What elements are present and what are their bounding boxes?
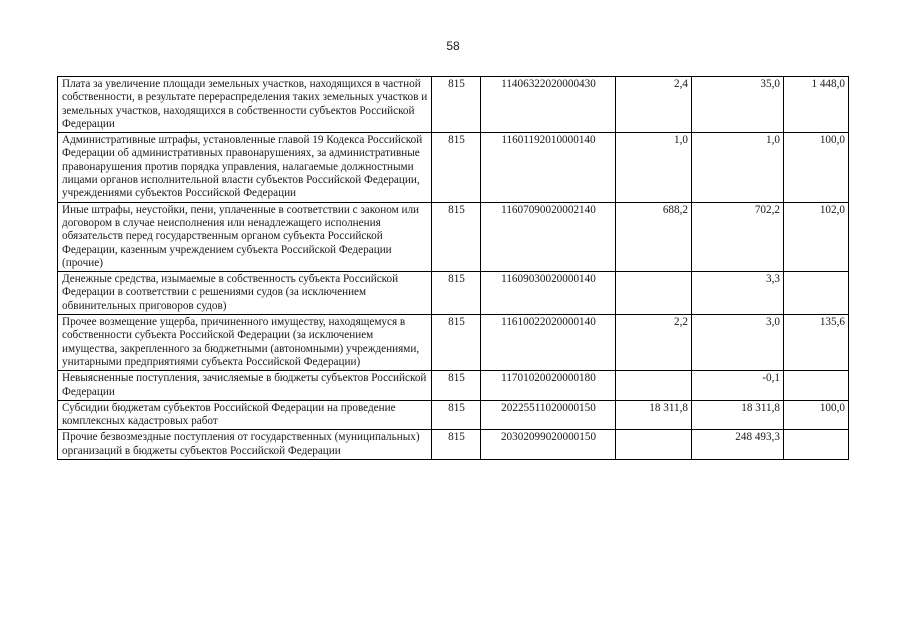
budget-code-cell: 20302099020000150 [481, 430, 616, 460]
admin-code-cell: 815 [432, 400, 481, 430]
table-row [58, 430, 849, 460]
value-1-cell: 688,2 [616, 202, 692, 271]
revenue-name-cell: Прочее возмещение ущерба, причиненного имуществу, находящемуся в собственности субъекта Российской Федерации (за исключением имущества, закрепленного за бюджетными (автономными) учреждениями, унитарными предприятиями субъекта Российской Федерации) [58, 315, 432, 371]
value-2-cell: 18 311,8 [692, 400, 784, 430]
percent-cell [784, 272, 849, 315]
page-number: 58 [446, 39, 460, 53]
percent-cell [784, 430, 849, 460]
table-row [58, 202, 849, 271]
budget-code-cell: 11406322020000430 [481, 77, 616, 133]
value-1-cell [616, 430, 692, 460]
budget-code-cell: 11607090020002140 [481, 202, 616, 271]
percent-cell: 100,0 [784, 400, 849, 430]
value-2-cell: 702,2 [692, 202, 784, 271]
percent-cell: 100,0 [784, 133, 849, 202]
budget-code-cell: 11701020020000180 [481, 371, 616, 401]
admin-code-cell: 815 [432, 133, 481, 202]
revenue-table [57, 76, 849, 460]
admin-code-cell: 815 [432, 430, 481, 460]
value-1-cell: 2,4 [616, 77, 692, 133]
revenue-name-cell: Плата за увеличение площади земельных участков, находящихся в частной собственности, в результате перераспределения таких земельных участков и земельных участков, находящихся в собственности субъектов Российской Федерации [58, 77, 432, 133]
revenue-name-cell: Иные штрафы, неустойки, пени, уплаченные в соответствии с законом или договором в случае неисполнения или ненадлежащего исполнения обязательств перед государственным органом субъекта Российской Федерации, казенным учреждением субъекта Российской Федерации (прочие) [58, 202, 432, 271]
budget-code-cell: 11601192010000140 [481, 133, 616, 202]
value-2-cell: 248 493,3 [692, 430, 784, 460]
value-2-cell: 35,0 [692, 77, 784, 133]
admin-code-cell: 815 [432, 315, 481, 371]
revenue-name-cell: Административные штрафы, установленные главой 19 Кодекса Российской Федерации об административных правонарушениях, за административные правонарушения против порядка управления, налагаемые должностными лицами органов исполнительной власти субъектов Российской Федерации, учреждениями субъектов Российской Федерации [58, 133, 432, 202]
admin-code-cell: 815 [432, 202, 481, 271]
revenue-name-cell: Невыясненные поступления, зачисляемые в бюджеты субъектов Российской Федерации [58, 371, 432, 401]
percent-cell: 135,6 [784, 315, 849, 371]
percent-cell: 1 448,0 [784, 77, 849, 133]
value-1-cell [616, 371, 692, 401]
percent-cell [784, 371, 849, 401]
admin-code-cell: 815 [432, 77, 481, 133]
budget-code-cell: 11609030020000140 [481, 272, 616, 315]
table-row [58, 133, 849, 202]
table-row [58, 400, 849, 430]
admin-code-cell: 815 [432, 371, 481, 401]
table-row [58, 77, 849, 133]
value-1-cell [616, 272, 692, 315]
value-2-cell: 1,0 [692, 133, 784, 202]
table-row [58, 272, 849, 315]
budget-code-cell: 11610022020000140 [481, 315, 616, 371]
value-2-cell: 3,0 [692, 315, 784, 371]
table-row [58, 371, 849, 401]
value-1-cell: 1,0 [616, 133, 692, 202]
admin-code-cell: 815 [432, 272, 481, 315]
budget-code-cell: 20225511020000150 [481, 400, 616, 430]
value-1-cell: 18 311,8 [616, 400, 692, 430]
value-2-cell: -0,1 [692, 371, 784, 401]
value-1-cell: 2,2 [616, 315, 692, 371]
revenue-name-cell: Прочие безвозмездные поступления от государственных (муниципальных) организаций в бюджеты субъектов Российской Федерации [58, 430, 432, 460]
revenue-name-cell: Денежные средства, изымаемые в собственность субъекта Российской Федерации в соответствии с решениями судов (за исключением обвинительных приговоров судов) [58, 272, 432, 315]
percent-cell: 102,0 [784, 202, 849, 271]
table-row [58, 315, 849, 371]
value-2-cell: 3,3 [692, 272, 784, 315]
revenue-name-cell: Субсидии бюджетам субъектов Российской Федерации на проведение комплексных кадастровых работ [58, 400, 432, 430]
